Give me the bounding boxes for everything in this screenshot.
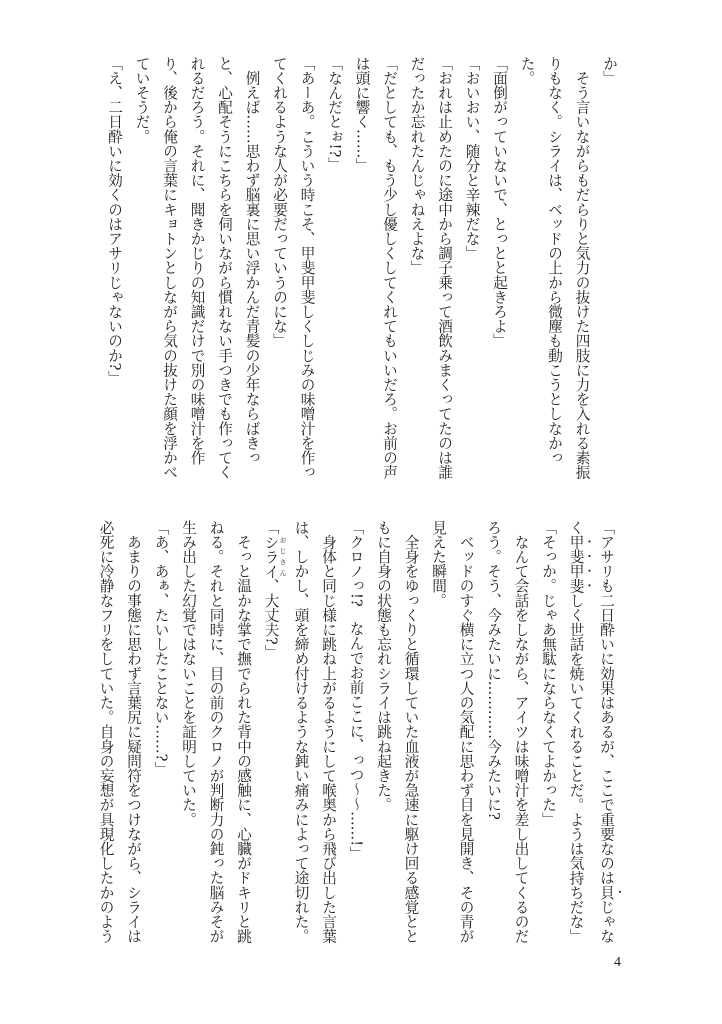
text-segment: 、大丈夫?」 — [262, 578, 280, 660]
text-line: り、後から俺の言葉にキョトンとしながら気の抜けた顔を浮かべ — [161, 56, 178, 480]
text-block-top — [99, 56, 623, 486]
text-line: あまりの事態に思わず言葉尻に疑問符をつけながら、シライは — [125, 520, 142, 944]
text-line: もに自身の状態も忘れシライは跳ね起きた。 — [375, 520, 392, 812]
text-line: 「面倒がっていないで、とっとと起きろよ」 — [491, 56, 508, 348]
page-number: 4 — [614, 955, 621, 970]
text-line: りもなく。シライは、ベッドの上から微塵も動こうとしなかっ — [546, 56, 563, 465]
text-line: 「だとしても、もう少し優しくしてくれてもいいだろ。お前の声 — [381, 56, 398, 480]
text-line — [593, 520, 624, 950]
text-line: 「あ、あぁ、たいしたことない……?」 — [152, 520, 170, 777]
text-segment: 「アサリも二日酔いに効果はあるが、ここで重要なのは — [598, 520, 615, 885]
ruby-reading: おじさん — [279, 534, 287, 579]
text-line: ねる。それと同時に、目の前のクロノが判断力の鈍った脳みそが — [207, 520, 225, 944]
text-line: 「おいおい、随分と辛辣だな」 — [463, 56, 481, 261]
text-line: れるだろう。それに、聞きかじりの知識だけで別の味噌汁を作 — [188, 56, 206, 465]
emphasized-text: 貝 — [598, 885, 615, 900]
text-line: 生み出した幻覚ではないことを証明していた。 — [180, 520, 197, 827]
text-line: は頭に響く……」 — [353, 56, 371, 173]
text-line: なんて会話をしながら、アイツは味噌汁を差し出してくるのだ — [512, 520, 530, 944]
text-line: 全身をゆっくりと循環していた血液が急速に駆け回る感覚とと — [402, 520, 420, 944]
text-segment: 「 — [262, 520, 280, 535]
text-segment: く — [567, 520, 585, 535]
text-line — [257, 520, 287, 950]
text-line: た。 — [518, 56, 536, 86]
text-segment: じゃな — [598, 899, 615, 944]
text-line: は、しかし、頭を締め付けるような鈍い痛みによって途切れた。 — [292, 520, 310, 944]
text-line: 「なんだとぉ!?」 — [326, 56, 343, 172]
text-line: 「クロノっ!? なんでお前ここに、っつ〜〜……!」 — [347, 520, 365, 861]
ruby-base: シライ — [262, 534, 280, 579]
text-block-bottom — [99, 520, 623, 950]
text-line: 「そっか。じゃあ無駄にならなくてよかった」 — [540, 520, 557, 827]
text-line: ていそうだ。 — [133, 56, 151, 144]
text-line: 例えば……思わず脳裏に思い浮かんだ青髪の少年ならばきっ — [243, 56, 261, 465]
text-line: ろう。そう、今みたいに…………今みたいに? — [485, 520, 502, 820]
text-line: か」 — [601, 56, 618, 86]
text-line: 身体と同じ様に跳ね上がるようにして喉奥から飛び出した言葉 — [320, 520, 337, 944]
text-line: と、心配そうにこちらを伺いながら慣れない手つきでも作ってく — [216, 56, 233, 480]
text-line — [562, 520, 593, 950]
text-line: 見えた瞬間。 — [430, 520, 447, 608]
text-line: 「あーあ。こういう時こそ、甲斐甲斐しくしじみの味噌汁を作っ — [298, 56, 316, 480]
text-line: そう言いながらもだらりと気力の抜けた四肢に力を入れる素振 — [573, 56, 591, 480]
text-line: てくれるような人が必要だっていうのにな」 — [271, 56, 288, 348]
text-line: だったか忘れたんじゃねえよな」 — [408, 56, 426, 275]
text-segment: しく世話を焼いてくれることだ。ようは気持ちだな」 — [567, 593, 585, 944]
text-line: 「おれは止めたのに途中から調子乗って酒飲みまくってたのは誰 — [436, 56, 453, 480]
text-line: 必死に冷静なフリをしていた。自身の妄想が具現化したかのよう — [97, 520, 115, 944]
ruby-text — [262, 534, 287, 579]
text-line: ベッドのすぐ横に立つ人の気配に思わず目を見開き、その青が — [457, 520, 475, 944]
emphasized-text: 甲斐甲斐 — [567, 534, 585, 594]
text-line: そっと温かな掌で撫でられた背中の感触に、心臓がドキリと跳 — [235, 520, 252, 944]
text-line: 「え、二日酔いに効くのはアサリじゃないのか?」 — [106, 56, 123, 386]
